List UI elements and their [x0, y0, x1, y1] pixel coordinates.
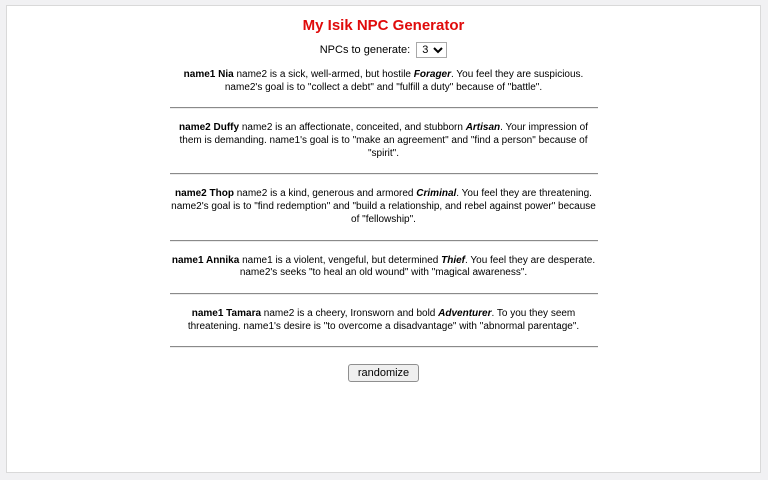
npc-count-label: NPCs to generate: [319, 44, 411, 56]
npc-class: Adventurer [438, 307, 492, 319]
npc-list [170, 69, 598, 348]
divider [170, 173, 598, 175]
npc-description: name2 Thop name2 is a kind, generous and armored Criminal. You feel they are threatening. name2's goal is to "find redemption" and "build a relationship, and rebel against power" because of "fellowship". [171, 188, 596, 225]
npc-description: name1 Annika name1 is a violent, vengeful, but determined Thief. You feel they are desperate. name2's seeks "to heal an old wound" with "magical awareness". [171, 254, 596, 279]
randomize-button[interactable]: randomize [348, 364, 419, 382]
divider [170, 293, 598, 295]
npc-name: name1 Annika [171, 254, 240, 266]
npc-generator-page [6, 5, 761, 473]
npc-description: name1 Tamara name2 is a cheery, Ironsworn and bold Adventurer. To you they seem threatening. name1's desire is "to overcome a disadvantage" with "abnormal parentage". [187, 307, 580, 332]
npc-name: name1 Nia [183, 69, 234, 80]
npc-name: name1 Tamara [191, 307, 262, 319]
npc-class: Artisan [465, 122, 501, 134]
page-title: My Isik NPC Generator [302, 17, 465, 34]
divider [170, 240, 598, 242]
npc-class: Forager [413, 69, 452, 80]
npc-class: Criminal [416, 188, 457, 200]
npc-description: name2 Duffy name2 is an affectionate, conceited, and stubborn Artisan. Your impression of them is demanding. name1's goal is to "make an agreement" and "find a person" because of "spirit". [179, 122, 588, 159]
randomize-row [7, 363, 760, 382]
npc-name: name2 Duffy [179, 122, 240, 134]
npc-description: name1 Nia name2 is a sick, well-armed, but hostile Forager. You feel they are suspicious. name2's goal is to "collect a debt" and "fulfill a duty" because of "battle". [183, 69, 584, 93]
npc-count-select[interactable] [416, 42, 447, 58]
npc-class: Thief [441, 254, 465, 266]
npc-name: name2 Thop [175, 188, 234, 200]
divider [170, 346, 598, 348]
divider [170, 107, 598, 109]
generate-controls [7, 42, 760, 58]
